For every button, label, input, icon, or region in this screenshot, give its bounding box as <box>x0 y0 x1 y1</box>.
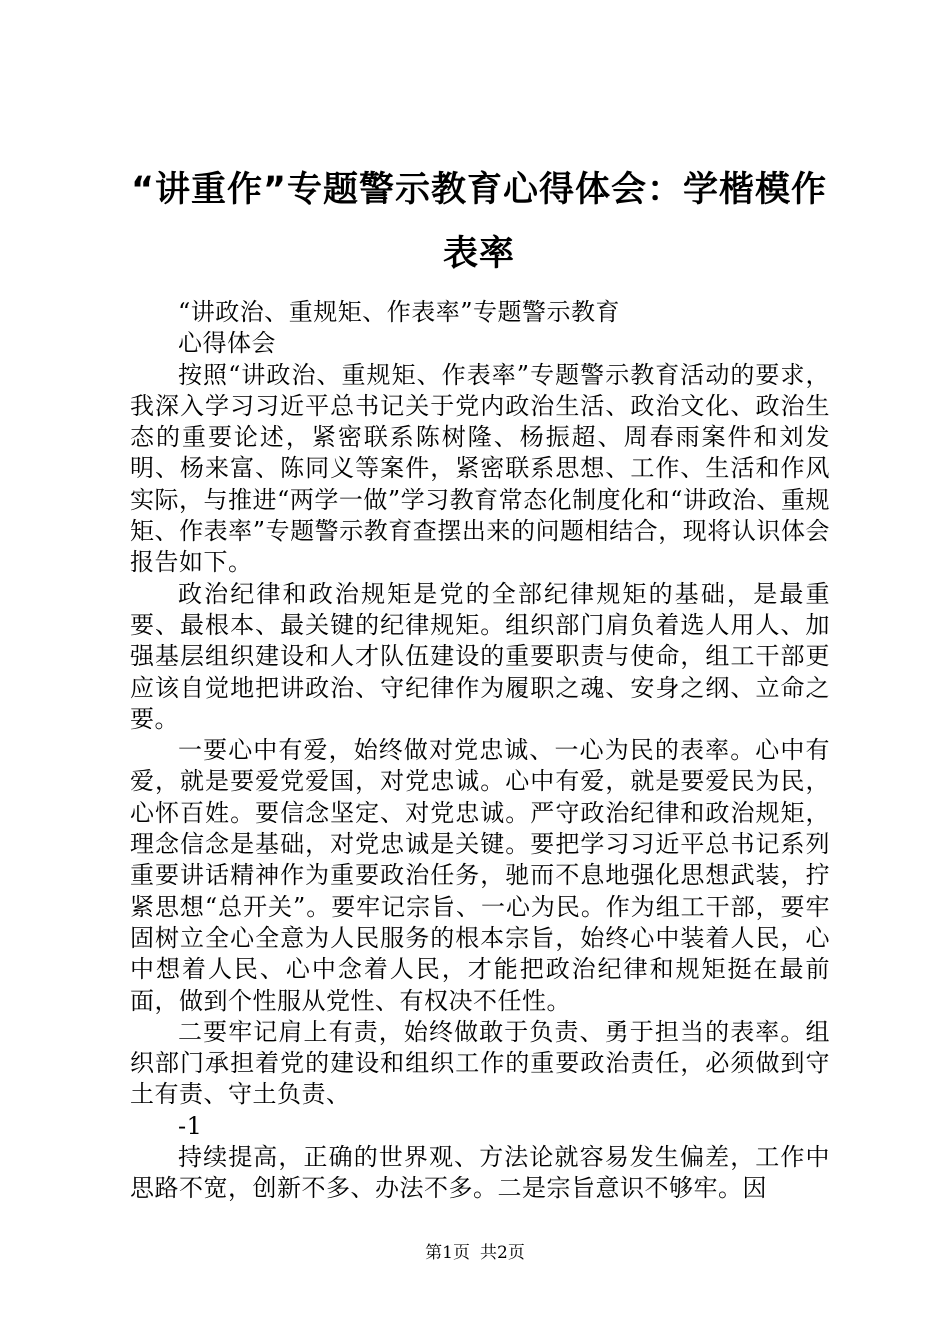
subtitle-line: 心得体会 <box>178 329 276 358</box>
body-paragraph: 二要牢记肩上有责，始终做敢于负责、勇于担当的表率。组织部门承担着党的建设和组织工作的重要政治责任，必须做到守土有责、守土负责、 <box>130 1017 830 1109</box>
body-paragraph: 持续提高，正确的世界观、方法论就容易发生偏差，工作中思路不宽，创新不多、办法不多。二是宗旨意识不够牢。因 <box>130 1143 830 1203</box>
page-footer <box>0 1241 950 1265</box>
page-marker: -1 <box>178 1111 203 1140</box>
body-paragraph: 按照“讲政治、重规矩、作表率”专题警示教育活动的要求，我深入学习习近平总书记关于党内政治生活、政治文化、政治生态的重要论述，紧密联系陈树隆、杨振超、周春雨案件和刘发明、杨来富、陈同义等案件，紧密联系思想、工作、生活和作风实际，与推进“两学一做”学习教育常态化制度化和“讲政治、重规矩、作表率”专题警示教育查摆出来的问题相结合，现将认识体会报告如下。 <box>130 360 830 577</box>
document-body <box>130 297 830 1205</box>
body-paragraph: 一要心中有爱，始终做对党忠诚、一心为民的表率。心中有爱，就是要爱党爱国，对党忠诚。心中有爱，就是要爱民为民，心怀百姓。要信念坚定、对党忠诚。严守政治纪律和政治规矩，理念信念是基础，对党忠诚是关键。要把学习习近平总书记系列重要讲话精神作为重要政治任务，驰而不息地强化思想武装，拧紧思想“总开关”。要牢记宗旨、一心为民。作为组工干部，要牢固树立全心全意为人民服务的根本宗旨，始终心中装着人民，心中想着人民、心中念着人民，才能把政治纪律和规矩挺在最前面，做到个性服从党性、有权决不任性。 <box>130 736 830 1015</box>
subtitle-line: “讲政治、重规矩、作表率”专题警示教育 <box>178 298 621 326</box>
page-number-current: 第1页 <box>425 1243 470 1263</box>
document-title: “讲重作”专题警示教育心得体会：学楷模作表率 <box>130 170 827 274</box>
body-paragraph: 政治纪律和政治规矩是党的全部纪律规矩的基础，是最重要、最根本、最关键的纪律规矩。组织部门肩负着选人用人、加强基层组织建设和人才队伍建设的重要职责与使命，组工干部更应该自觉地把讲政治、守纪律作为履职之魂、安身之纲、立命之要。 <box>130 579 830 733</box>
page-number-total: 共2页 <box>480 1243 525 1263</box>
